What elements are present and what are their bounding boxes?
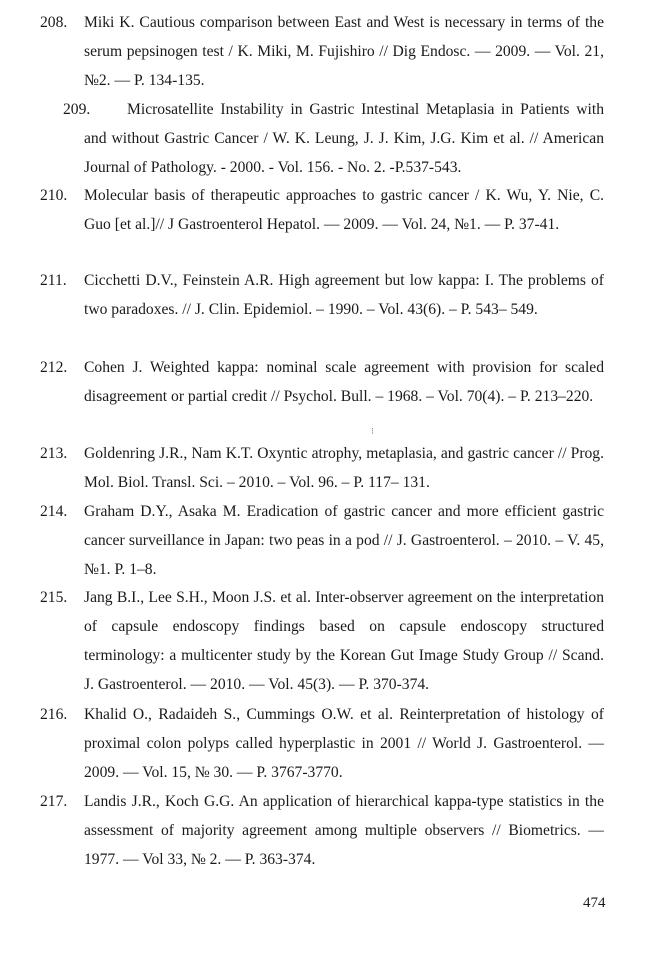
reference-text: Molecular basis of therapeutic approaches to gastric cancer / K. Wu, Y. Nie, C. Guo [et al.]// J Gastroenterol Hepatol. — 2009. — Vol. 24, №1. — P. 37-41.	[84, 187, 604, 233]
reference-text: Cohen J. Weighted kappa: nominal scale agreement with provision for scaled disagreement or partial credit // Psychol. Bull. – 1968. – Vol. 70(4). – P. 213–220.	[84, 359, 604, 405]
stray-mark: ⁝	[371, 426, 374, 436]
reference-number: 215.	[40, 589, 68, 606]
reference-text: Microsatellite Instability in Gastric Intestinal Metaplasia in Patients with and without Gastric Cancer / W. K. Leung, J. J. Kim, J.G. Kim et al. // American Journal of Pathology. - 2000. - Vol. 156. - No. 2. -P.537-543.	[84, 101, 604, 176]
reference-number: 212.	[40, 359, 68, 376]
reference-text: Khalid O., Radaideh S., Cummings O.W. et al. Reinterpretation of histology of proximal colon polyps called hyperplastic in 2001 // World J. Gastroenterol. — 2009. — Vol. 15, № 30. — P. 3767-3770.	[84, 706, 604, 781]
reference-number: 214.	[40, 503, 68, 520]
reference-text: Miki K. Cautious comparison between East and West is necessary in terms of the serum pepsinogen test / K. Miki, M. Fujishiro // Dig Endosc. — 2009. — Vol. 21, №2. — P. 134-135.	[84, 14, 604, 89]
reference-text: Jang B.I., Lee S.H., Moon J.S. et al. Inter-observer agreement on the interpretation of capsule endoscopy findings based on capsule endoscopy structured terminology: a multicenter study by the Korean Gut Image Study Group // Scand. J. Gastroenterol. — 2010. — Vol. 45(3). — P. 370-374.	[84, 589, 604, 693]
reference-text: Cicchetti D.V., Feinstein A.R. High agreement but low kappa: I. The problems of two paradoxes. // J. Clin. Epidemiol. – 1990. – Vol. 43(6). – P. 543– 549.	[84, 272, 604, 318]
reference-text: Landis J.R., Koch G.G. An application of hierarchical kappa-type statistics in the assessment of majority agreement among multiple observers // Biometrics. —1977. — Vol 33, № 2. — P. 363-374.	[84, 793, 604, 868]
reference-text: Goldenring J.R., Nam K.T. Oxyntic atrophy, metaplasia, and gastric cancer // Prog. Mol. Biol. Transl. Sci. – 2010. – Vol. 96. – P. 117– 131.	[84, 445, 604, 491]
reference-number: 210.	[40, 187, 68, 204]
reference-number: 213.	[40, 445, 68, 462]
reference-number: 216.	[40, 706, 68, 723]
reference-text: Graham D.Y., Asaka M. Eradication of gastric cancer and more efficient gastric cancer surveillance in Japan: two peas in a pod // J. Gastroenterol. – 2010. – V. 45, №1. P. 1–8.	[84, 503, 604, 578]
reference-number: 209.	[63, 101, 91, 118]
reference-number: 217.	[40, 793, 68, 810]
reference-number: 208.	[40, 14, 68, 31]
page-number: 474	[583, 895, 606, 911]
reference-number: 211.	[40, 272, 67, 289]
